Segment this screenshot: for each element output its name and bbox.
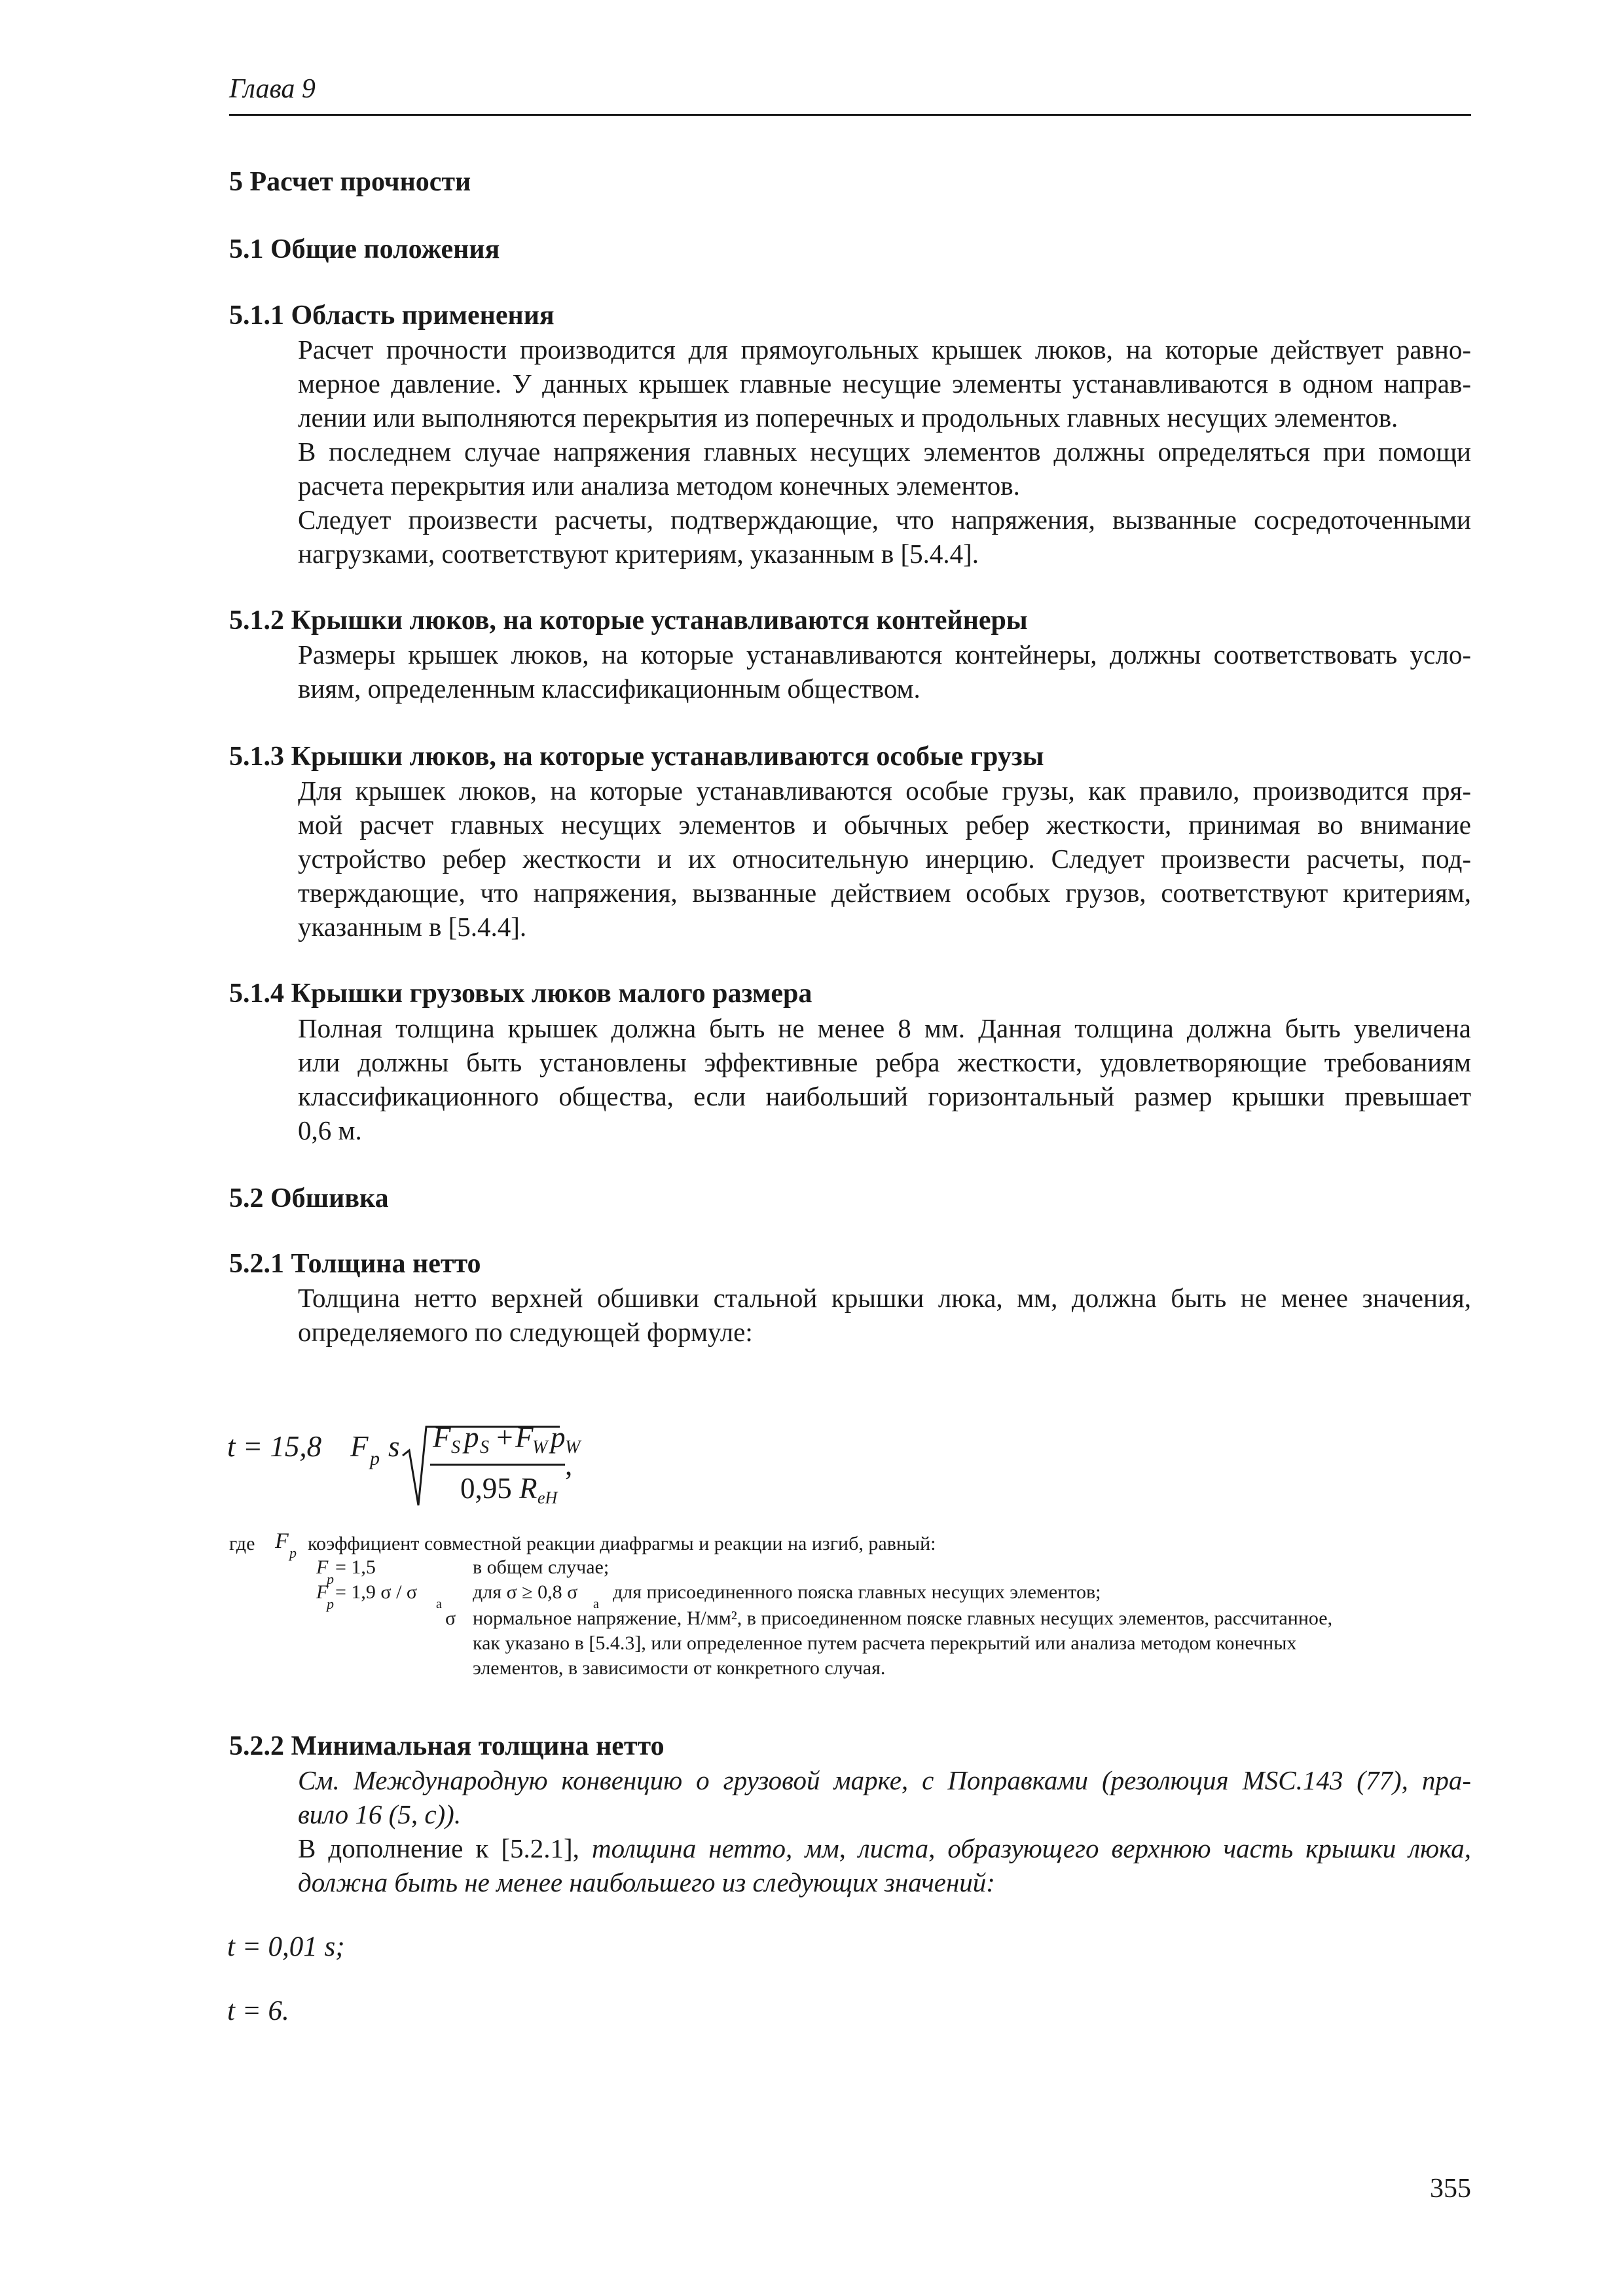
where-Fp-def: коэффициент совместной реакции диафрагмы и реакции на изгиб, равный: <box>308 1533 936 1554</box>
section-heading: 5.1.3 Крышки люков, на которые устанавливаются особые грузы <box>229 742 1044 772</box>
formula-den-R: R <box>519 1472 538 1505</box>
case2-cond: для σ ≥ 0,8 σ <box>473 1581 578 1603</box>
text-line: Размеры крышек люков, на которые устанавливаются контейнеры, должны соответствовать усло- <box>298 639 1471 670</box>
text-line <box>298 1831 1471 1865</box>
formula-comma: , <box>565 1448 573 1481</box>
section-heading: 5.1.1 Область применения <box>229 300 555 331</box>
paragraph-5-1-3 <box>298 774 1471 944</box>
case2-cond-sub: a <box>593 1597 599 1611</box>
text-line: указанным в [5.4.4]. <box>298 912 527 942</box>
text-line: мой расчет главных несущих элементов и обычных ребер жесткости, принимая во внимание <box>298 810 1471 840</box>
text-line: виям, определенным классификационным обществом. <box>298 673 921 704</box>
case2-lhs: = 1,9 σ / σ <box>335 1581 418 1603</box>
formula-den-eH: eH <box>538 1488 558 1507</box>
text-run: В дополнение к [5.2.1], <box>298 1833 592 1863</box>
formula-num-pW: p <box>551 1421 566 1454</box>
equation-2: t = 6. <box>227 1996 289 2026</box>
formula-plus: + <box>489 1421 520 1454</box>
text-line: Расчет прочности производится для прямоугольных крышек люков, на которые действует равно- <box>298 334 1471 365</box>
sigma-def-line: как указано в [5.4.3], или определенное путем расчета перекрытий или анализа методом конечных <box>473 1632 1297 1654</box>
text-line: Следует произвести расчеты, подтверждающие, что напряжения, вызванные сосредоточенными <box>298 505 1471 535</box>
text-line: или должны быть установлены эффективные ребра жесткости, удовлетворяющие требованиям <box>298 1047 1471 1077</box>
paragraph-5-1-2 <box>298 637 1471 706</box>
case2-F: F <box>316 1581 329 1603</box>
section-heading: 5.2 Обшивка <box>229 1183 389 1213</box>
formula-num-FW: F <box>515 1421 534 1454</box>
sigma-def-line: элементов, в зависимости от конкретного случая. <box>473 1657 886 1679</box>
sigma-def-line: нормальное напряжение, Н/мм², в присоединенном пояске главных несущих элементов, рассчитанное, <box>473 1607 1333 1629</box>
formula-net-thickness <box>227 1422 607 1520</box>
text-line: 0,6 м. <box>298 1115 362 1145</box>
text-line: лении или выполняются перекрытия из поперечных и продольных главных несущих элементов. <box>298 403 1398 433</box>
case1-text: в общем случае; <box>473 1556 610 1578</box>
text-line: нагрузками, соответствуют критериям, указанным в [5.4.4]. <box>298 539 979 569</box>
text-line: вило 16 (5, c)). <box>298 1799 462 1829</box>
formula-num-S-sub: S <box>480 1437 489 1458</box>
text-line: Полная толщина крышек должна быть не менее 8 мм. Данная толщина должна быть увеличена <box>298 1013 1471 1043</box>
formula-num-S-sub: S <box>451 1437 460 1458</box>
formula-num-FS: F <box>433 1421 451 1454</box>
text-line: тверждающие, что напряжения, вызванные действием особых грузов, соответствуют критериям, <box>298 878 1471 908</box>
section-heading: 5.1 Общие положения <box>229 234 500 264</box>
running-header: Глава 9 <box>229 74 316 104</box>
paragraph-5-2-2 <box>298 1763 1471 1899</box>
equation-1: t = 0,01 s; <box>227 1931 345 1962</box>
paragraph-5-1-4 <box>298 1011 1471 1147</box>
case1-sub: p <box>327 1571 334 1587</box>
case1-F: F <box>316 1556 329 1578</box>
section-heading: 5.2.2 Минимальная толщина нетто <box>229 1731 665 1761</box>
formula-num-W-sub: W <box>532 1437 548 1458</box>
sigma-symbol: σ <box>445 1607 456 1629</box>
text-line: устройство ребер жесткости и их относительную инерцию. Следует произвести расчеты, под- <box>298 844 1471 874</box>
section-heading: 5 Расчет прочности <box>229 167 471 197</box>
formula-s: s <box>388 1430 400 1463</box>
section-heading: 5.1.4 Крышки грузовых люков малого размера <box>229 978 812 1009</box>
text-line: См. Международную конвенцию о грузовой марке, с Поправками (резолюция MSC.143 (77), пра- <box>298 1765 1471 1795</box>
formula-Fp-subscript: p <box>370 1448 380 1469</box>
paragraph-5-2-1 <box>298 1281 1471 1349</box>
text-line: классификационного общества, если наибольший горизонтальный размер крышки превышает <box>298 1081 1471 1111</box>
where-Fp: F <box>275 1529 289 1553</box>
case2-sub: p <box>327 1596 334 1612</box>
formula-text: t = 15,8 <box>227 1430 322 1463</box>
case2-lhs-sub: a <box>436 1597 442 1611</box>
text-line: В последнем случае напряжения главных несущих элементов должны определяться при помощи <box>298 437 1471 467</box>
header-rule <box>229 114 1471 116</box>
text-line: Для крышек люков, на которые устанавливаются особые грузы, как правило, производится пря- <box>298 776 1471 806</box>
paragraph-5-1-1 <box>298 332 1471 571</box>
section-heading: 5.1.2 Крышки люков, на которые устанавливаются контейнеры <box>229 605 1028 636</box>
where-Fp-sub: p <box>289 1545 297 1561</box>
case2-text: для присоединенного пояска главных несущих элементов; <box>613 1581 1101 1603</box>
text-line: мерное давление. У данных крышек главные несущие элементы устанавливаются в одном направ- <box>298 368 1471 399</box>
formula-num-W-sub: W <box>565 1437 581 1458</box>
formula-Fp: F <box>350 1430 369 1463</box>
formula-den: 0,95 <box>460 1472 512 1505</box>
case1-lhs: = 1,5 <box>335 1556 376 1578</box>
text-line: определяемого по следующей формуле: <box>298 1317 753 1347</box>
text-line: должна быть не менее наибольшего из следующих значений: <box>298 1867 995 1897</box>
text-line: Толщина нетто верхней обшивки стальной крышки люка, мм, должна быть не менее значения, <box>298 1283 1471 1313</box>
formula-num-pS: p <box>464 1421 479 1454</box>
page-number: 355 <box>1430 2174 1471 2204</box>
text-line: расчета перекрытия или анализа методом конечных элементов. <box>298 471 1020 501</box>
where-label: где <box>229 1533 255 1554</box>
text-run: толщина нетто, мм, листа, образующего верхнюю часть крышки люка, <box>591 1833 1471 1863</box>
section-heading: 5.2.1 Толщина нетто <box>229 1249 481 1279</box>
